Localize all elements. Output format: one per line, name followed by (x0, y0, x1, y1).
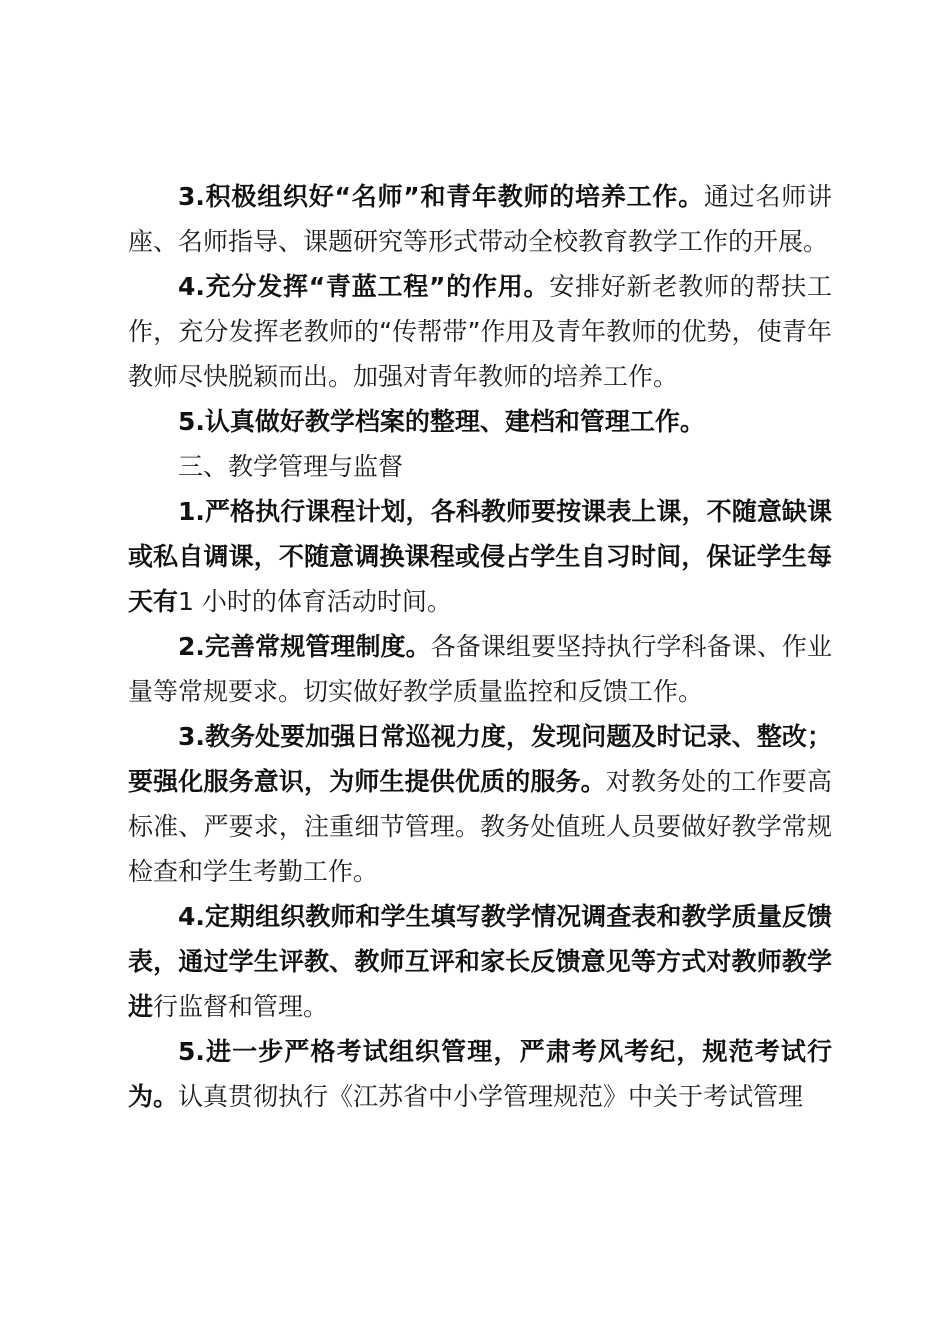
paragraph-heading: 3.教务处要加强日常巡视力度，发现问题及时记录、整改；要强化服务意识，为师生提供优质的服务。 (128, 722, 832, 796)
paragraph-heading: 1.严格执行课程计划，各科教师要按课表上课，不随意缺课或私自调课，不随意调换课程或侵占学生自习时间，保证学生每天有 (128, 497, 832, 616)
paragraph-heading: 5.认真做好教学档案的整理、建档和管理工作。 (178, 407, 705, 436)
paragraph-surveys (128, 894, 832, 1029)
paragraph-text: 各备课组要坚持执行学科备课、作业量等常规要求。切实做好教学质量监控和反馈工作。 (128, 632, 832, 706)
paragraph-qinglan-project (128, 264, 832, 399)
paragraph-teaching-archives (128, 399, 832, 444)
paragraph-course-plan (128, 489, 832, 624)
paragraph-famous-teachers (128, 174, 832, 264)
section-title: 三、教学管理与监督 (178, 452, 404, 481)
document-body (128, 174, 832, 1119)
paragraph-text: 对教务处的工作要高标准、严要求，注重细节管理。教务处值班人员要做好教学常规检查和学生考勤工作。 (128, 767, 832, 886)
paragraph-routine-management (128, 624, 832, 714)
paragraph-text: 认真贯彻执行《江苏省中小学管理规范》中关于考试管理 (178, 1082, 804, 1111)
paragraph-heading: 3.积极组织好“名师”和青年教师的培养工作。 (178, 182, 704, 211)
paragraph-text: 行监督和管理。 (153, 992, 329, 1021)
paragraph-heading: 4.充分发挥“青蓝工程”的作用。 (178, 272, 550, 301)
paragraph-exam-management (128, 1029, 832, 1119)
paragraph-heading: 4.定期组织教师和学生填写教学情况调查表和教学质量反馈表，通过学生评教、教师互评和家长反馈意见等方式对教师教学进 (128, 902, 832, 1021)
section-heading (128, 444, 832, 489)
paragraph-heading: 5.进一步严格考试组织管理，严肃考风考纪，规范考试行为。 (128, 1037, 832, 1111)
paragraph-heading: 2.完善常规管理制度。 (178, 632, 431, 661)
paragraph-academic-affairs (128, 714, 832, 894)
paragraph-text: 安排好新老教师的帮扶工作，充分发挥老教师的“传帮带”作用及青年教师的优势，使青年教师尽快脱颖而出。加强对青年教师的培养工作。 (128, 272, 832, 391)
paragraph-text: 通过名师讲座、名师指导、课题研究等形式带动全校教育教学工作的开展。 (128, 182, 832, 256)
paragraph-text: 1 小时的体育活动时间。 (178, 587, 452, 616)
